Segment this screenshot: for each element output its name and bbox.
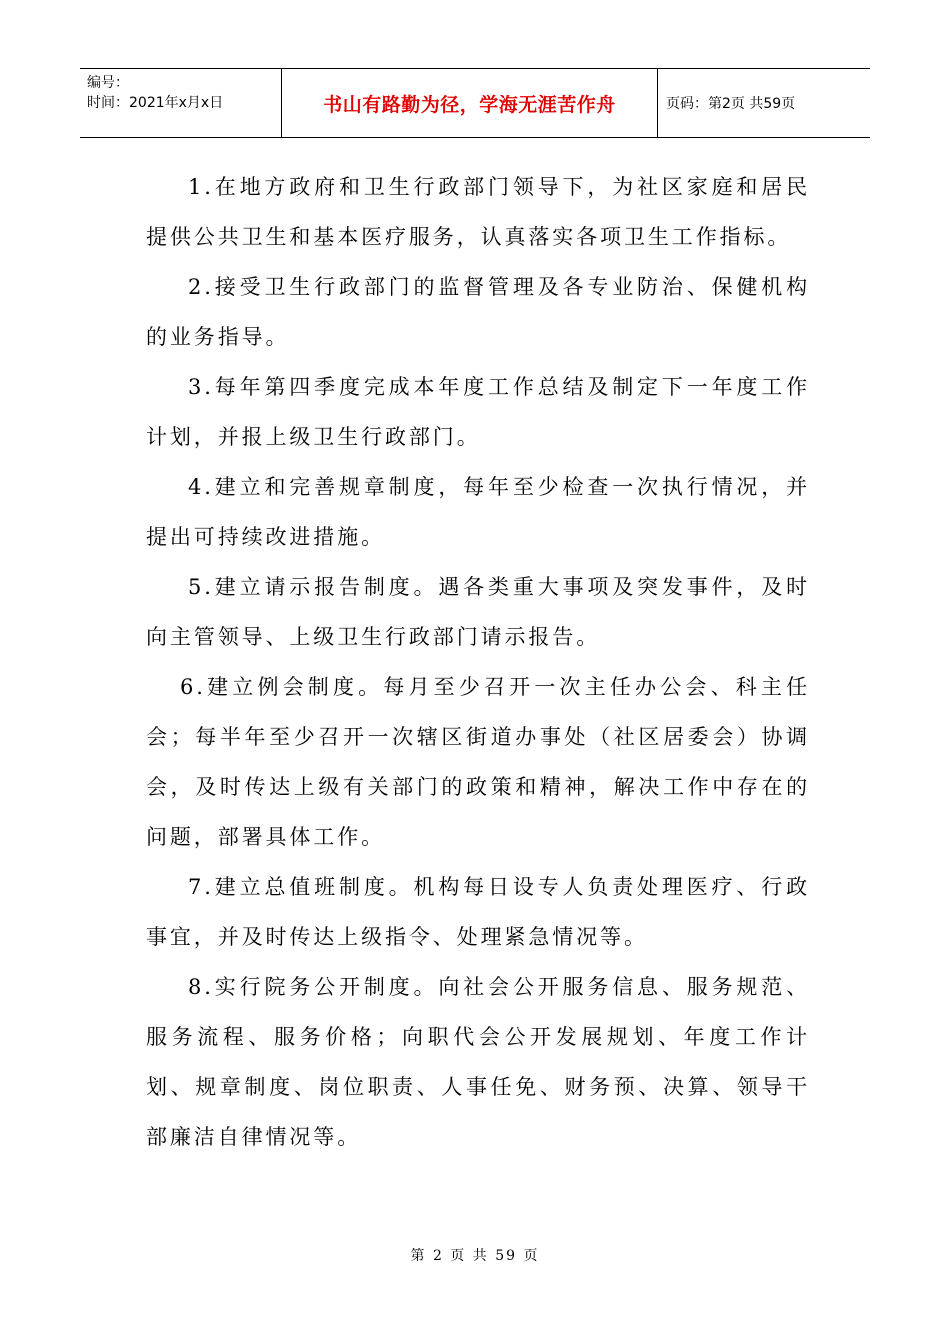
page-footer: 第 2 页 共 59 页 [410, 1248, 540, 1264]
header-motto: 书山有路勤为径，学海无涯苦作舟 [323, 93, 616, 116]
paragraph-6: 6.建立例会制度。每月至少召开一次主任办公会、科主任会；每半年至少召开一次辖区街道办事处（社区居委会）协调会，及时传达上级有关部门的政策和精神，解决工作中存在的问题，部署具体工作。 [146, 675, 810, 849]
page-header [80, 68, 870, 138]
paragraph-7: 7.建立总值班制度。机构每日设专人负责处理医疗、行政事宜，并及时传达上级指令、处理紧急情况等。 [146, 875, 810, 949]
paragraph-1: 1.在地方政府和卫生行政部门领导下，为社区家庭和居民提供公共卫生和基本医疗服务，认真落实各项卫生工作指标。 [146, 175, 810, 249]
paragraph-3: 3.每年第四季度完成本年度工作总结及制定下一年度工作计划，并报上级卫生行政部门。 [146, 375, 810, 449]
paragraph-5: 5.建立请示报告制度。遇各类重大事项及突发事件，及时向主管领导、上级卫生行政部门请示报告。 [146, 575, 810, 649]
paragraph-4: 4.建立和完善规章制度，每年至少检查一次执行情况，并提出可持续改进措施。 [146, 475, 810, 549]
paragraph-8: 8.实行院务公开制度。向社会公开服务信息、服务规范、服务流程、服务价格；向职代会公开发展规划、年度工作计划、规章制度、岗位职责、人事任免、财务预、决算、领导干部廉洁自律情况等。 [146, 975, 810, 1149]
document-body [146, 162, 810, 1162]
header-page-info-cell [658, 69, 870, 137]
paragraph-2: 2.接受卫生行政部门的监督管理及各专业防治、保健机构的业务指导。 [146, 275, 810, 349]
document-date: 时间：2021年x月x日 [87, 95, 224, 111]
header-page-info: 页码：第2页 共59页 [666, 96, 796, 112]
header-meta [80, 69, 282, 137]
header-motto-cell [282, 69, 658, 137]
document-number-label: 编号： [87, 75, 129, 91]
